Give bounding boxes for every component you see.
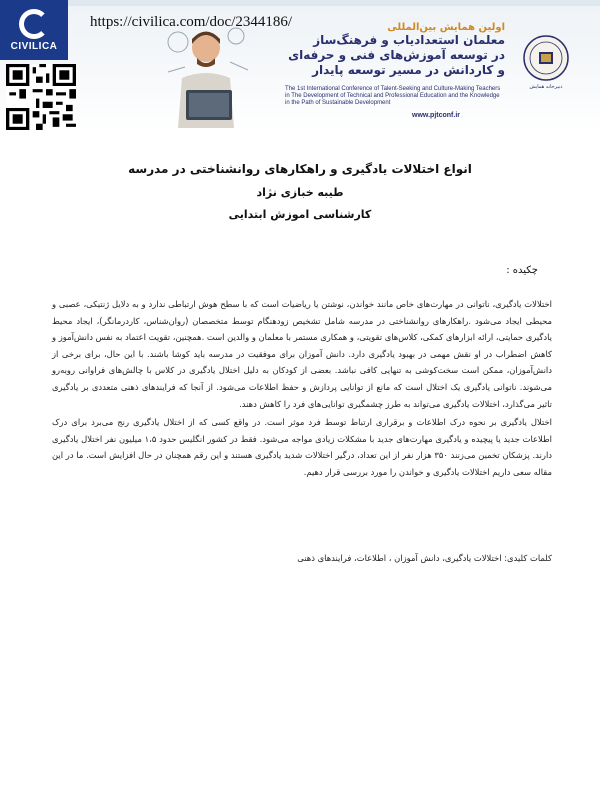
abstract-paragraph-2: اختلال یادگیری بر نحوه درک اطلاعات و برقراری ارتباط توسط فرد موثر است. در واقع کسی که از اختلال یادگیری رنج می‌برد برای درک اطلاعات جدید یا پیچیده و یادگیری مهارت‌های جدید با مشکلات زیادی مواجه می‌شود. فقط در کشور انگلیس حدود ۱،۵ میلیون نفر اختلال یادگیری دارند. پزشکان تخمین می‌زنند ۳۵۰ هزار نفر از این تعداد، درگیر اختلالات شدید یادگیری هستند و این رقم همچنان در حال افزایش است. ما در این مقاله سعی داریم اختلالات یادگیری و خواندن را مورد بررسی قرار دهیم. bbox=[52, 417, 552, 477]
abstract-label: چکیده : bbox=[506, 265, 538, 276]
document-url[interactable]: https://civilica.com/doc/2344186/ bbox=[90, 14, 293, 30]
conference-website[interactable]: www.pjtconf.ir bbox=[412, 112, 460, 119]
seal-caption: دبیرخانه همایش bbox=[529, 84, 563, 90]
conference-line-1: اولین همایش بین‌المللی bbox=[387, 22, 505, 33]
banner-strip bbox=[0, 0, 600, 6]
paper-affiliation: کارشناسی اموزش ابتدایی bbox=[228, 208, 372, 221]
conference-seal-icon bbox=[522, 34, 570, 82]
paper-title: انواع اختلالات یادگیری و راهکارهای روانشناختی در مدرسه bbox=[128, 162, 472, 176]
logo-text: CIVILICA bbox=[10, 40, 58, 52]
paper-author: طیبه خبازی نژاد bbox=[256, 186, 344, 199]
conference-english-title: The 1st International Conference of Talent-Seeking and Culture-Making Teachers in The Development of Technical and Professional Education and the Knowledge in the Path of Sustainable Development bbox=[285, 86, 501, 106]
conference-line-3: در توسعه آموزش‌های فنی و حرفه‌ای bbox=[288, 48, 505, 62]
conference-line-2: معلمان استعدادیاب و فرهنگ‌ساز bbox=[313, 33, 505, 47]
conference-line-4: و کاردانش در مسیر توسعه پایدار bbox=[312, 63, 505, 77]
abstract-paragraph-1: اختلالات یادگیری، ناتوانی در مهارت‌های خاص مانند خواندن، نوشتن یا ریاضیات است که با سطح هوش ارتباطی ندارد و به دلایل ژنتیکی، عصبی و محیطی ایجاد می‌شود .راهکارهای روانشناختی در مدرسه شامل تشخیص زودهنگام توسط متخصصان (روان‌شناس، کاردرمانگر)، ایجاد محیط یادگیری حمایتی، ارائه ابزارهای کمکی، کلاس‌های تقویتی، و همکاری مستمر با معلمان و والدین است .همچنین، تقویت اعتماد به نفس دانش‌آموز و کاهش اضطراب در او نقش مهمی در بهبود یادگیری دارد. دانش آموزان برای موفقیت در مدرسه باید کوشا باشند. با این حال، برای برخی از دانش‌آموزان، ممکن است سخت‌کوشی به تنهایی کافی نباشد. بعضی از کودکان به دلیل اختلال یادگیری در کلاس با چالش‌های فراوانی روبه‌رو می‌شوند. ناتوانی یادگیری یک اختلال است که مانع از توانایی پردازش و حفظ اطلاعات می‌شود. از آنجا که فرایندهای ذهنی متعددی بر یادگیری تاثیر می‌گذارد، اختلالات یادگیری می‌تواند به طرز چشمگیری توانایی‌های فرد را کاهش دهند. bbox=[52, 299, 552, 409]
qr-code-icon bbox=[6, 64, 76, 130]
c-mark-icon bbox=[19, 9, 49, 39]
civilica-logo-icon[interactable] bbox=[0, 0, 68, 60]
keywords: کلمات کلیدی: اختلالات یادگیری، دانش آموزان ، اطلاعات، فرایندهای ذهنی bbox=[297, 553, 552, 563]
conference-banner bbox=[0, 0, 600, 130]
conference-title bbox=[275, 22, 505, 78]
student-laptop-illustration bbox=[150, 12, 260, 128]
abstract-body bbox=[52, 296, 552, 483]
